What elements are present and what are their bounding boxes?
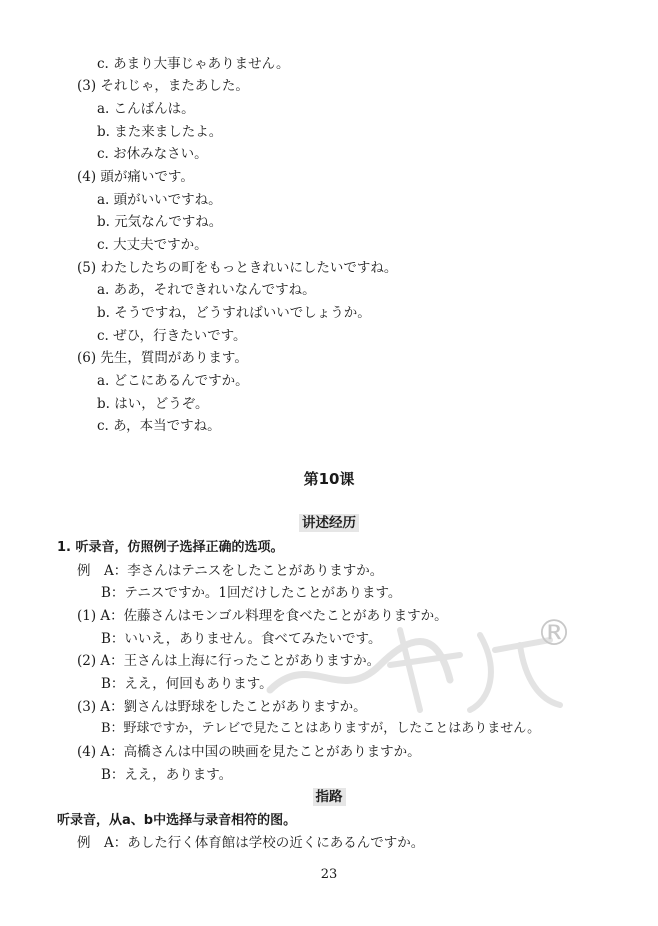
option-line: b. そうですね，どうすればいいでしょうか。: [97, 305, 371, 321]
option-line: c. あ，本当ですね。: [97, 418, 221, 434]
dialogue-line: (2) A：王さんは上海に行ったことがありますか。: [77, 653, 381, 669]
option-line: c. あまり大事じゃありません。: [97, 56, 290, 72]
question-line: (5) わたしたちの町をもっときれいにしたいですね。: [77, 260, 398, 276]
dialogue-line: B：テニスですか。1回だけしたことがあります。: [101, 585, 402, 601]
dialogue-line: B：野球ですか，テレビで見たことはありますが，したことはありません。: [101, 721, 541, 736]
option-line: a. こんばんは。: [97, 101, 195, 117]
registered-mark: ®: [536, 613, 572, 654]
exercise-instruction: 听录音，从a、b中选择与录音相符的图。: [57, 813, 297, 828]
question-line: (4) 頭が痛いです。: [77, 169, 194, 185]
option-line: a. ああ，それできれいなんですね。: [97, 282, 316, 298]
option-line: c. ぜひ，行きたいです。: [97, 328, 247, 344]
lesson-title: 第10课: [303, 470, 355, 488]
option-line: c. 大丈夫ですか。: [97, 237, 208, 253]
section-heading: [0, 788, 658, 806]
option-line: b. 元気なんですね。: [97, 214, 223, 230]
dialogue-line: B：ええ，何回もあります。: [101, 676, 273, 692]
section-heading-text: 讲述经历: [299, 514, 359, 532]
page-number: 23: [320, 867, 338, 882]
exercise-instruction: 1. 听录音，仿照例子选择正确的选项。: [57, 540, 284, 555]
dialogue-line: (4) A：高橋さんは中国の映画を見たことがありますか。: [77, 744, 421, 760]
question-line: (3) それじゃ，またあした。: [77, 78, 249, 94]
option-line: b. また来ましたよ。: [97, 124, 223, 140]
dialogue-line: (1) A：佐藤さんはモンゴル料理を食べたことがありますか。: [77, 608, 448, 624]
dialogue-line: B：ええ，あります。: [101, 767, 233, 783]
dialogue-line: (3) A：劉さんは野球をしたことがありますか。: [77, 699, 367, 715]
section-heading-text: 指路: [313, 788, 346, 806]
option-line: b. はい，どうぞ。: [97, 396, 209, 412]
option-line: a. 頭がいいですね。: [97, 192, 222, 208]
dialogue-line: 例 A：あした行く体育館は学校の近くにあるんですか。: [77, 835, 425, 851]
option-line: c. お休みなさい。: [97, 146, 208, 162]
dialogue-line: 例 A：李さんはテニスをしたことがありますか。: [77, 563, 384, 579]
option-line: a. どこにあるんですか。: [97, 373, 249, 389]
section-heading: [0, 514, 658, 532]
dialogue-line: B：いいえ，ありません。食べてみたいです。: [101, 631, 382, 647]
question-line: (6) 先生，質問があります。: [77, 350, 248, 366]
